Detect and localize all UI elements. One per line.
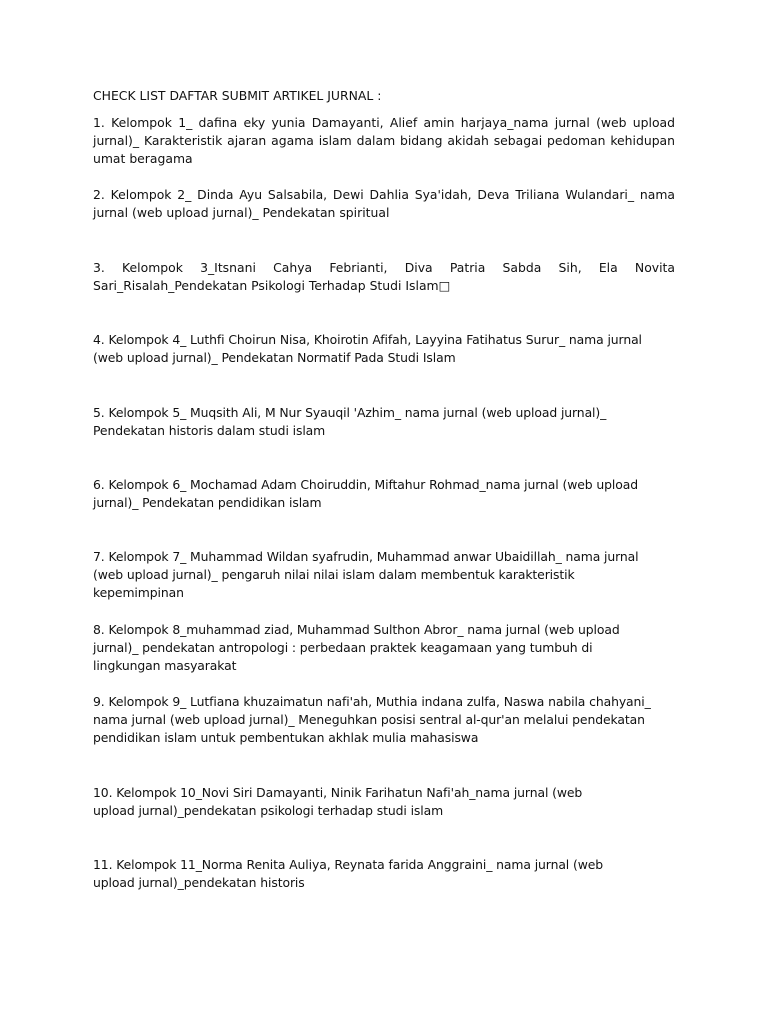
entry-kelompok-4: 4. Kelompok 4_ Luthfi Choirun Nisa, Khoirotin Afifah, Layyina Fatihatus Surur_ nama jurnal (web upload jurnal)_ Pendekatan Normatif Pada Studi Islam [93, 332, 642, 365]
entry-kelompok-3: 3. Kelompok 3_Itsnani Cahya Febrianti, Diva Patria Sabda Sih, Ela Novita Sari_Risalah_Pendekatan Psikologi Terhadap Studi Islam□ [93, 260, 675, 293]
entry-kelompok-9: 9. Kelompok 9_ Lutfiana khuzaimatun nafi'ah, Muthia indana zulfa, Naswa nabila chahyani_ nama jurnal (web upload jurnal)_ Meneguhkan posisi sentral al-qur'an melalui pendekatan pendidikan islam untuk pembentukan akhlak mulia mahasiswa [93, 694, 651, 745]
entry-kelompok-6: 6. Kelompok 6_ Mochamad Adam Choiruddin, Miftahur Rohmad_nama jurnal (web upload jurnal)_ Pendekatan pendidikan islam [93, 477, 638, 510]
document-title: CHECK LIST DAFTAR SUBMIT ARTIKEL JURNAL : [93, 88, 382, 103]
entry-kelompok-10: 10. Kelompok 10_Novi Siri Damayanti, Ninik Farihatun Nafi'ah_nama jurnal (web upload jurnal)_pendekatan psikologi terhadap studi islam [93, 785, 583, 818]
entry-kelompok-2: 2. Kelompok 2_ Dinda Ayu Salsabila, Dewi Dahlia Sya'idah, Deva Triliana Wulandari_ nama jurnal (web upload jurnal)_ Pendekatan spiritual [93, 187, 675, 220]
entry-kelompok-5: 5. Kelompok 5_ Muqsith Ali, M Nur Syauqil 'Azhim_ nama jurnal (web upload jurnal)_ Pendekatan historis dalam studi islam [93, 405, 607, 438]
entry-kelompok-1: 1. Kelompok 1_ dafina eky yunia Damayanti, Alief amin harjaya_nama jurnal (web upload jurnal)_ Karakteristik ajaran agama islam dalam bidang akidah sebagai pedoman kehidupan umat beragama [93, 115, 675, 166]
entry-kelompok-11: 11. Kelompok 11_Norma Renita Auliya, Reynata farida Anggraini_ nama jurnal (web upload jurnal)_pendekatan historis [93, 857, 604, 890]
entry-kelompok-7: 7. Kelompok 7_ Muhammad Wildan syafrudin, Muhammad anwar Ubaidillah_ nama jurnal (web upload jurnal)_ pengaruh nilai nilai islam dalam membentuk karakteristik kepemimpinan [93, 549, 639, 600]
entry-kelompok-8: 8. Kelompok 8_muhammad ziad, Muhammad Sulthon Abror_ nama jurnal (web upload jurnal)_ pendekatan antropologi : perbedaan praktek keagamaan yang tumbuh di lingkungan masyarakat [93, 622, 620, 673]
